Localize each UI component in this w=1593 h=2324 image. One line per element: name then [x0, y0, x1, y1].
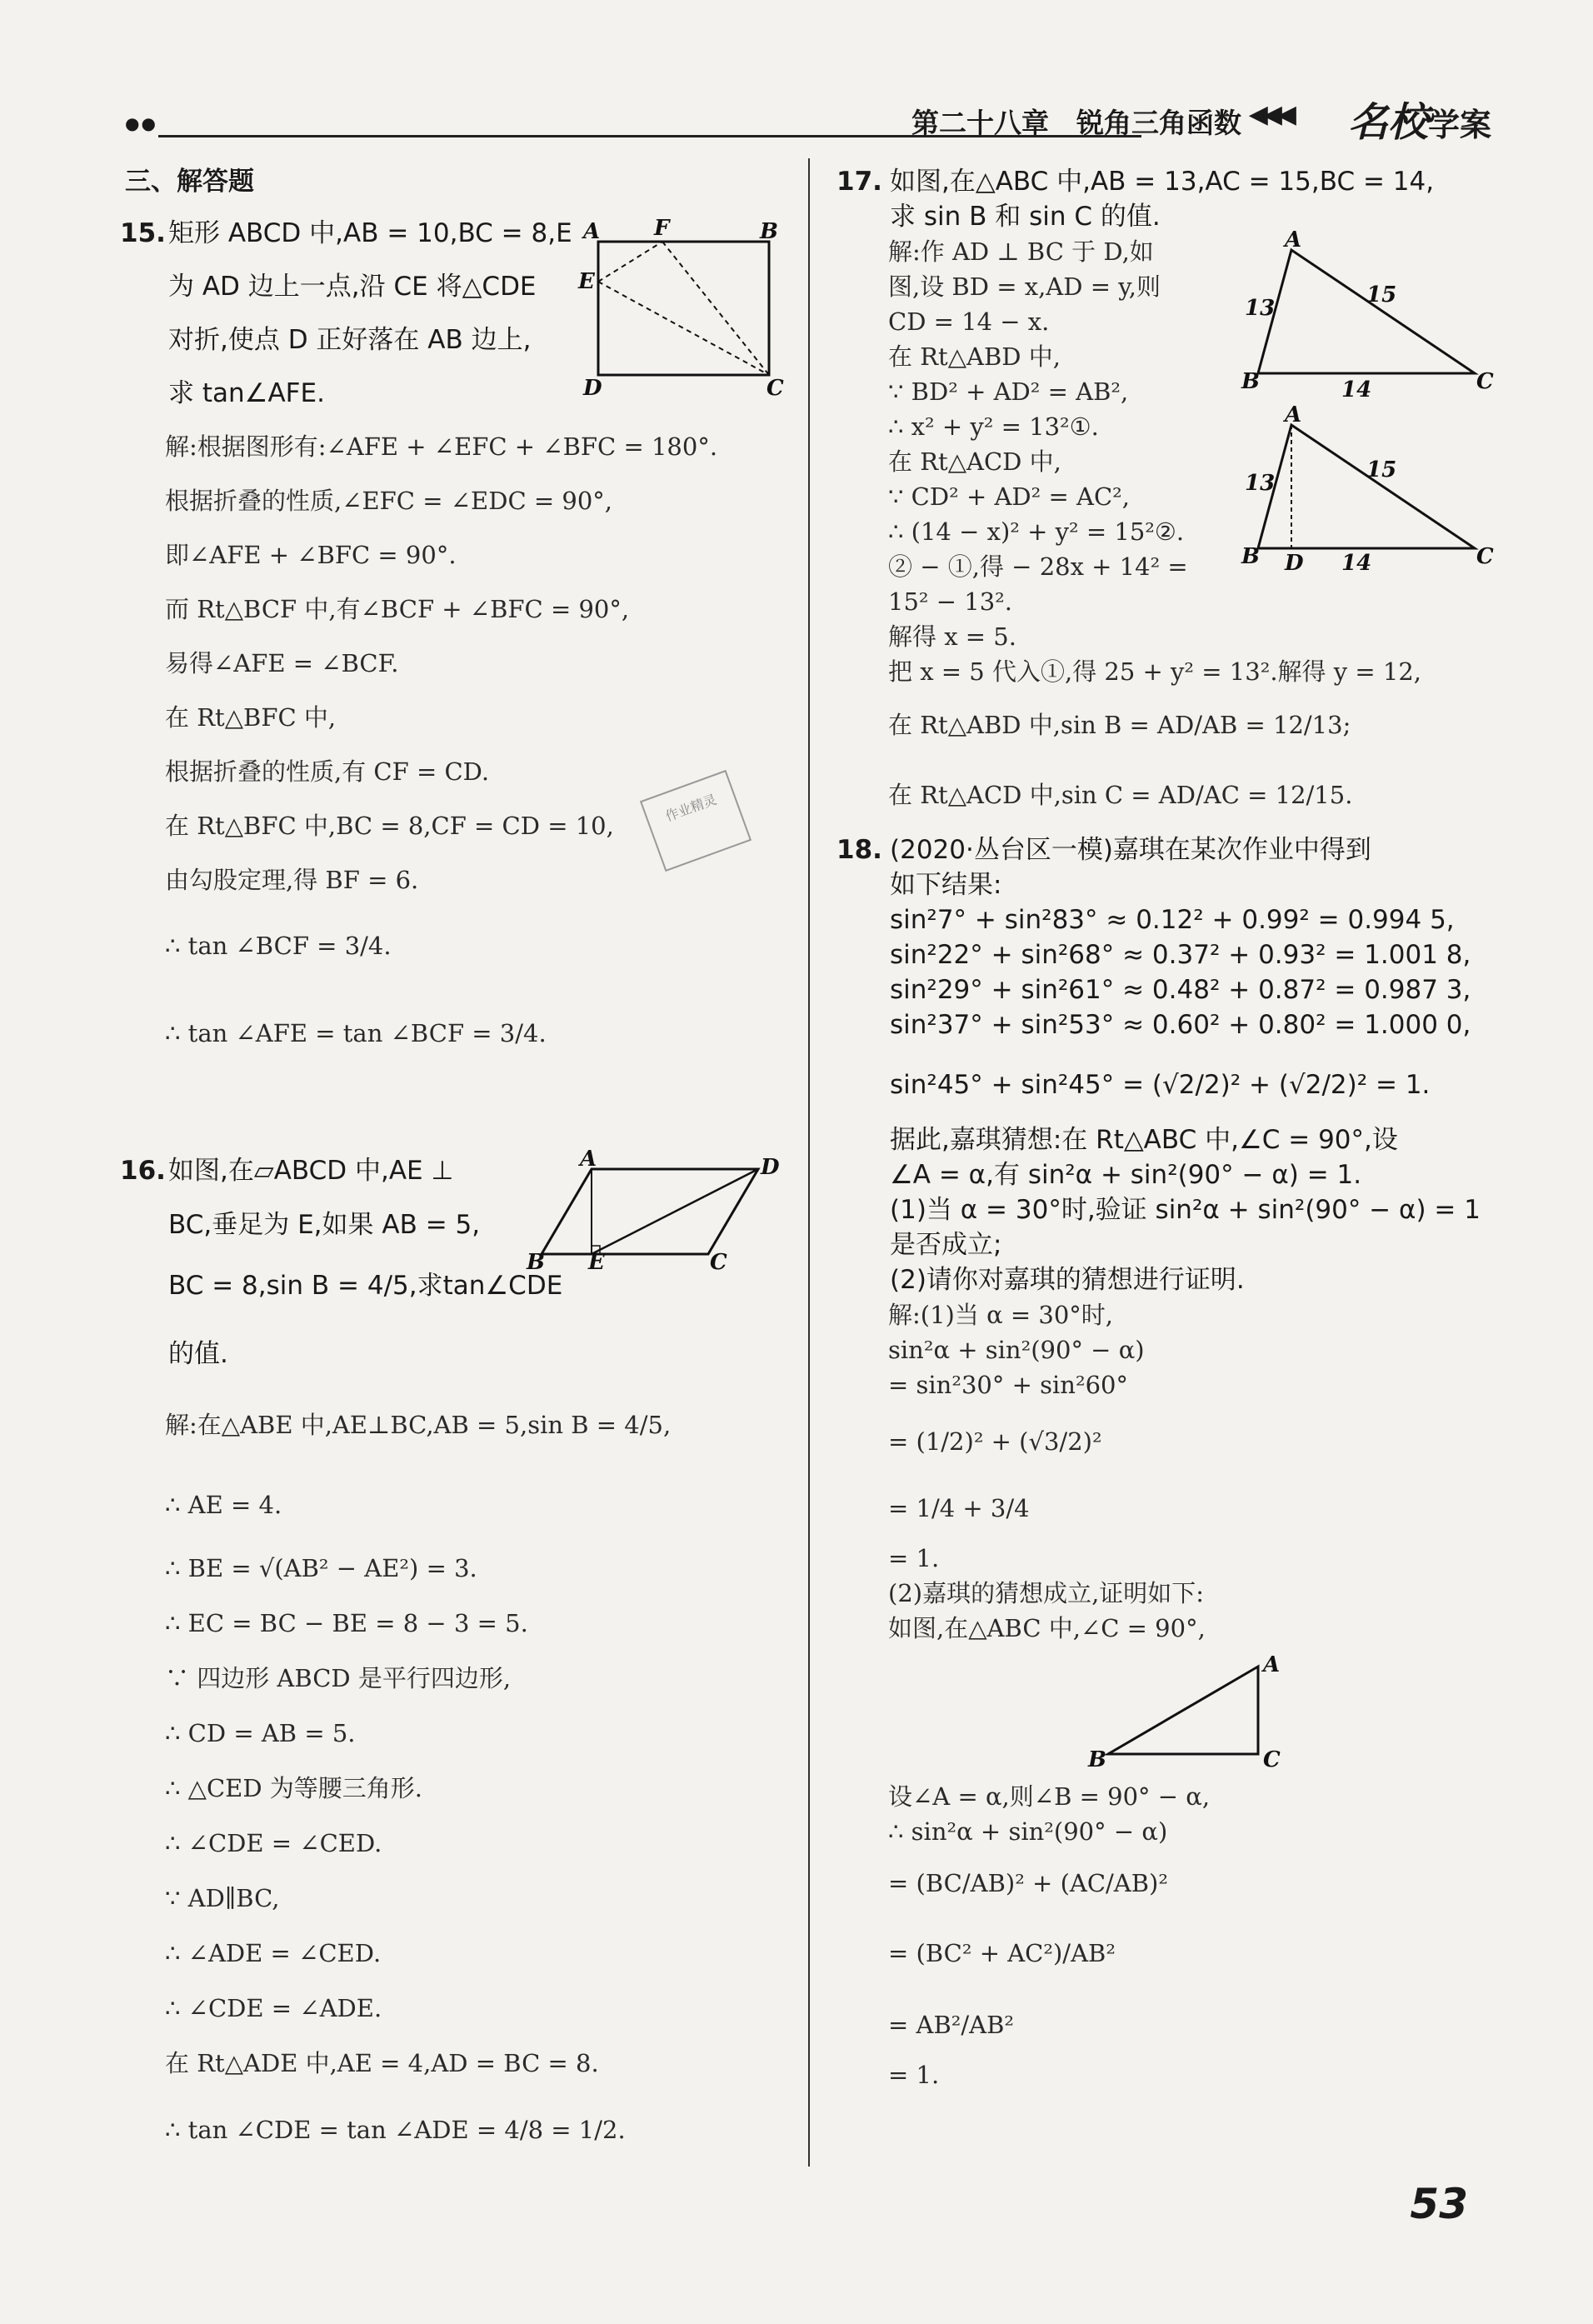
q15-number: 15.: [120, 218, 166, 248]
q15-answer: ∴ tan ∠BCF = 3/4.: [165, 932, 392, 960]
q16-answer: 解:在△ABE 中,AE⊥BC,AB = 5,sin B = 4/5,: [165, 1411, 672, 1439]
q16-answer: ∴ AE = 4.: [165, 1491, 282, 1519]
q18-answer: 设∠A = α,则∠B = 90° − α,: [888, 1782, 1211, 1811]
q17-answer: CD = 14 − x.: [888, 307, 1050, 336]
fig-label: 15: [1366, 457, 1397, 482]
q16-line: BC,垂足为 E,如果 AB = 5,: [168, 1210, 481, 1240]
fig-label: B: [760, 219, 778, 244]
fig-label: A: [1285, 227, 1302, 252]
q18-answer: ∴ sin²α + sin²(90° − α): [888, 1817, 1168, 1846]
fig-label: C: [710, 1250, 727, 1275]
q18-line: ∠A = α,有 sin²α + sin²(90° − α) = 1.: [890, 1160, 1362, 1190]
q16-answer: 在 Rt△ADE 中,AE = 4,AD = BC = 8.: [165, 2049, 599, 2077]
section-title: 三、解答题: [125, 167, 254, 197]
q15-line: 求 tan∠AFE.: [168, 378, 325, 408]
q17-figure-1: [1241, 227, 1494, 402]
q18-line: 据此,嘉琪猜想:在 Rt△ABC 中,∠C = 90°,设: [890, 1125, 1398, 1155]
fig-label: B: [1088, 1747, 1106, 1772]
fig-label: A: [583, 219, 601, 244]
q18-answer: = (BC² + AC²)/AB²: [888, 1939, 1116, 1967]
fig-label: B: [1241, 544, 1260, 569]
q17-answer: 在 Rt△ABD 中,: [888, 342, 1061, 371]
q18-line: sin²7° + sin²83° ≈ 0.12² + 0.99² = 0.994 5,: [890, 905, 1455, 935]
q17-answer: 把 x = 5 代入①,得 25 + y² = 13².解得 y = 12,: [888, 657, 1421, 686]
q15-answer: 在 Rt△BFC 中,BC = 8,CF = CD = 10,: [165, 812, 614, 840]
q18-line: (2020·丛台区一模)嘉琪在某次作业中得到: [890, 835, 1371, 865]
q18-answer: = 1.: [888, 2061, 940, 2089]
fig-label: A: [1285, 402, 1302, 427]
q18-answer: = sin²30° + sin²60°: [888, 1371, 1128, 1399]
q17-answer: 在 Rt△ABD 中,sin B = AD/AB = 12/13;: [888, 711, 1351, 739]
q18-line: sin²22° + sin²68° ≈ 0.37² + 0.93² = 1.001 8,: [890, 940, 1471, 970]
q16-answer: ∴ BE = √(AB² − AE²) = 3.: [165, 1554, 477, 1582]
q17-figure-2: [1241, 402, 1494, 576]
q18-line: 是否成立;: [890, 1230, 1002, 1260]
q16-answer: ∴ ∠ADE = ∠CED.: [165, 1939, 382, 1967]
q17-answer: 在 Rt△ACD 中,sin C = AD/AC = 12/15.: [888, 781, 1353, 809]
q16-answer: ∴ CD = AB = 5.: [165, 1719, 356, 1747]
q18-line: sin²37° + sin²53° ≈ 0.60² + 0.80² = 1.000 0,: [890, 1010, 1471, 1040]
chevron-icon: ◀◀◀: [1248, 100, 1291, 129]
q16-answer: ∴ EC = BC − BE = 8 − 3 = 5.: [165, 1609, 528, 1637]
q15-answer: 根据折叠的性质,∠EFC = ∠EDC = 90°,: [165, 487, 612, 515]
q16-number: 16.: [120, 1156, 166, 1186]
fig-label: E: [578, 269, 595, 294]
q16-figure: [525, 1147, 780, 1275]
chapter-title: 第二十八章 锐角三角函数: [911, 107, 1241, 139]
fig-label: C: [767, 376, 784, 401]
q18-answer: = 1/4 + 3/4: [888, 1494, 1030, 1522]
fig-label: C: [1263, 1747, 1281, 1772]
q15-answer: 根据折叠的性质,有 CF = CD.: [165, 757, 490, 786]
fig-label: C: [1476, 544, 1494, 569]
fig-label: 14: [1341, 551, 1372, 576]
q15-line: 对折,使点 D 正好落在 AB 边上,: [168, 325, 532, 355]
q16-line: BC = 8,sin B = 4/5,求tan∠CDE: [168, 1271, 563, 1301]
q17-answer: ② − ①,得 − 28x + 14² =: [888, 552, 1188, 581]
q17-number: 17.: [836, 167, 882, 197]
q15-answer: 由勾股定理,得 BF = 6.: [165, 866, 419, 894]
q15-line: 矩形 ABCD 中,AB = 10,BC = 8,E: [168, 218, 572, 248]
q15-answer: 在 Rt△BFC 中,: [165, 703, 337, 732]
q15-answer: 而 Rt△BCF 中,有∠BCF + ∠BFC = 90°,: [165, 595, 630, 623]
fig-label: E: [588, 1250, 605, 1275]
q18-answer: = (1/2)² + (√3/2)²: [888, 1427, 1102, 1456]
fig-label: C: [1476, 369, 1494, 394]
fig-label: D: [583, 376, 602, 401]
q18-number: 18.: [836, 835, 882, 865]
fig-label: B: [527, 1250, 545, 1275]
q17-answer: 解:作 AD ⊥ BC 于 D,如: [888, 237, 1154, 266]
q16-line: 如图,在▱ABCD 中,AE ⊥: [168, 1156, 454, 1186]
q18-answer: 如图,在△ABC 中,∠C = 90°,: [888, 1614, 1206, 1642]
fig-label: 13: [1245, 296, 1276, 321]
fig-label: 15: [1366, 282, 1397, 307]
q15-answer: ∴ tan ∠AFE = tan ∠BCF = 3/4.: [165, 1019, 547, 1047]
fig-label: F: [654, 216, 670, 241]
fig-label: A: [580, 1147, 597, 1172]
q17-answer: 在 Rt△ACD 中,: [888, 447, 1061, 476]
q18-answer: = AB²/AB²: [888, 2011, 1015, 2039]
q16-answer: ∵ AD∥BC,: [165, 1884, 280, 1912]
fig-label: A: [1263, 1652, 1281, 1677]
q17-answer: 解得 x = 5.: [888, 622, 1016, 651]
q16-answer: ∴ △CED 为等腰三角形.: [165, 1774, 423, 1802]
q18-answer: sin²α + sin²(90° − α): [888, 1336, 1145, 1364]
q18-answer: 解:(1)当 α = 30°时,: [888, 1301, 1114, 1329]
q15-answer: 解:根据图形有:∠AFE + ∠EFC + ∠BFC = 180°.: [165, 432, 718, 461]
q17-answer: 15² − 13².: [888, 587, 1013, 616]
q16-line: 的值.: [168, 1339, 228, 1369]
q18-line: (2)请你对嘉琪的猜想进行证明.: [890, 1265, 1245, 1295]
column-divider: [808, 158, 810, 2167]
q16-answer: ∴ ∠CDE = ∠ADE.: [165, 1994, 382, 2022]
q16-answer: ∴ tan ∠CDE = tan ∠ADE = 4/8 = 1/2.: [165, 2116, 626, 2144]
q18-figure: [1083, 1650, 1291, 1775]
page-header: [125, 93, 1491, 146]
brand-logo: 名校学案: [1347, 99, 1491, 146]
q15-answer: 易得∠AFE = ∠BCF.: [165, 649, 399, 677]
q17-answer: ∴ x² + y² = 13²①.: [888, 412, 1099, 441]
q17-answer: 图,设 BD = x,AD = y,则: [888, 272, 1161, 301]
q17-answer: ∴ (14 − x)² + y² = 15²②.: [888, 517, 1185, 546]
q16-answer: ∵ 四边形 ABCD 是平行四边形,: [165, 1664, 512, 1692]
q17-line: 如图,在△ABC 中,AB = 13,AC = 15,BC = 14,: [890, 167, 1435, 197]
fig-label: 13: [1245, 471, 1276, 496]
fig-label: D: [761, 1155, 780, 1180]
q15-answer: 即∠AFE + ∠BFC = 90°.: [165, 541, 457, 569]
q17-line: 求 sin B 和 sin C 的值.: [890, 202, 1161, 232]
q15-figure: [575, 217, 792, 400]
header-dots: ●●: [125, 113, 157, 133]
q18-line: 如下结果:: [890, 870, 1002, 900]
q15-line: 为 AD 边上一点,沿 CE 将△CDE: [168, 272, 537, 302]
fig-label: B: [1241, 369, 1260, 394]
q18-line: sin²45° + sin²45° = (√2/2)² + (√2/2)² = 1.: [890, 1070, 1431, 1100]
q18-line: sin²29° + sin²61° ≈ 0.48² + 0.87² = 0.987 3,: [890, 975, 1471, 1005]
q16-answer: ∴ ∠CDE = ∠CED.: [165, 1829, 382, 1857]
fig-label: D: [1285, 551, 1304, 576]
q17-answer: ∵ CD² + AD² = AC²,: [888, 482, 1130, 511]
q18-answer: = 1.: [888, 1544, 940, 1572]
q18-answer: (2)嘉琪的猜想成立,证明如下:: [888, 1579, 1205, 1607]
q17-answer: ∵ BD² + AD² = AB²,: [888, 377, 1129, 406]
q18-answer: = (BC/AB)² + (AC/AB)²: [888, 1869, 1168, 1897]
fig-label: 14: [1341, 377, 1372, 402]
q18-line: (1)当 α = 30°时,验证 sin²α + sin²(90° − α) = 1: [890, 1195, 1481, 1225]
page-number: 53: [1410, 2180, 1468, 2228]
homework-stamp: 作业精灵: [640, 770, 752, 872]
